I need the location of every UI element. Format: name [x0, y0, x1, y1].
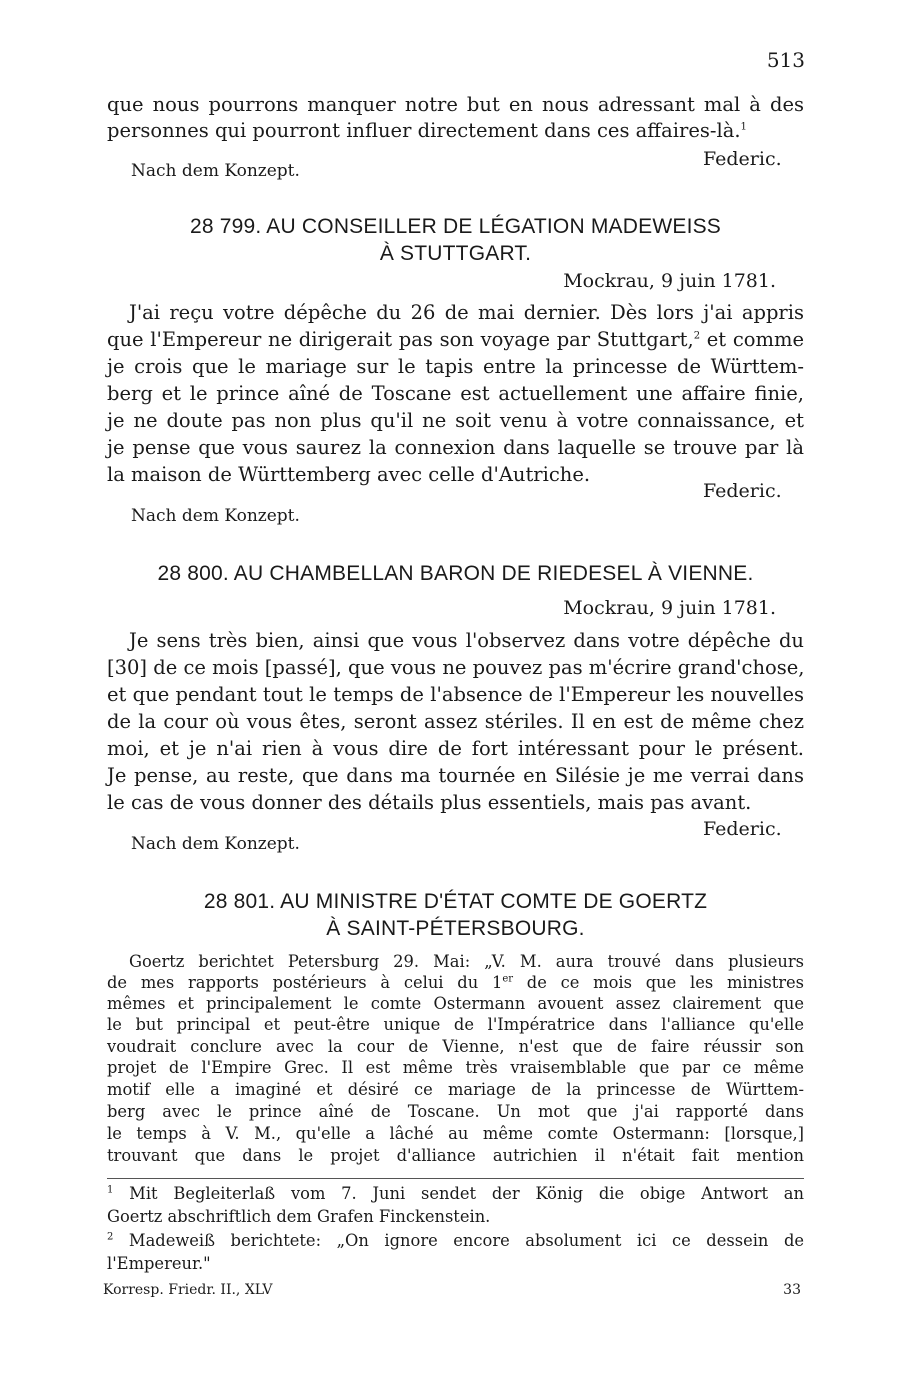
- body-line-tail: et comme: [700, 328, 804, 351]
- footnote-line: [107, 1230, 804, 1252]
- body-line: je ne doute pas non plus qu'il ne soit venu à votre connaissance, et: [107, 409, 804, 432]
- body-line: Je sens très bien, ainsi que vous l'observez dans votre dépêche du: [129, 629, 804, 652]
- body-line: J'ai reçu votre dépêche du 26 de mai dernier. Dès lors j'ai appris: [129, 301, 804, 324]
- dateline: Mockrau, 9 juin 1781.: [563, 597, 776, 619]
- report-line: projet de l'Empire Grec. Il est même très vraisemblable que par ce même: [107, 1058, 804, 1077]
- footnote-ref: 2: [693, 330, 701, 342]
- footnote-divider: [107, 1178, 804, 1179]
- footnote-line: [107, 1183, 804, 1205]
- body-line: je pense que vous saurez la connexion dans laquelle se trouve par là: [107, 436, 804, 459]
- footnote-marker: 1: [107, 1184, 114, 1196]
- body-line-text: que l'Empereur ne dirigerait pas son voyage par Stuttgart,: [107, 328, 694, 351]
- signature: Federic.: [703, 148, 782, 170]
- body-line: berg et le prince aîné de Toscane est actuellement une affaire finie,: [107, 382, 804, 405]
- page-number: 513: [766, 48, 805, 72]
- body-line: moi, et je n'ai rien à vous dire de fort intéressant pour le présent.: [107, 737, 804, 760]
- report-line-tail: de ce mois que les ministres: [513, 973, 805, 992]
- signature: Federic.: [703, 818, 782, 840]
- source-note: Nach dem Konzept.: [131, 506, 300, 526]
- footnote-text: Mit Begleiterlaß vom 7. Juni sendet der König die obige Antwort an: [113, 1184, 804, 1203]
- source-note: Nach dem Konzept.: [131, 161, 300, 181]
- body-line: le cas de vous donner des détails plus essentiels, mais pas avant.: [107, 791, 752, 814]
- superscript: er: [502, 973, 514, 985]
- report-line: trouvant que dans le projet d'alliance autrichien il n'était fait mention: [107, 1146, 804, 1165]
- body-line: la maison de Württemberg avec celle d'Autriche.: [107, 463, 591, 486]
- footnote-marker: 2: [107, 1231, 114, 1243]
- body-line: [107, 327, 804, 353]
- letter-heading-place: À SAINT-PÉTERSBOURG.: [326, 917, 585, 940]
- report-line: mêmes et principalement le comte Ostermann avouent assez clairement que: [107, 994, 804, 1013]
- body-line: de la cour où vous êtes, seront assez stériles. Il en est de même chez: [107, 710, 804, 733]
- body-line: je crois que le mariage sur le tapis entre la princesse de Württem-: [107, 355, 804, 378]
- letter-heading: 28 801. AU MINISTRE D'ÉTAT COMTE DE GOERTZ: [203, 890, 708, 913]
- body-line: [30] de ce mois [passé], que vous ne pouvez pas m'écrire grand'chose,: [107, 656, 805, 679]
- body-line: et que pendant tout le temps de l'absence de l'Empereur les nouvelles: [107, 683, 804, 706]
- source-note: Nach dem Konzept.: [131, 834, 300, 854]
- report-line: Goertz berichtet Petersburg 29. Mai: „V. M. aura trouvé dans plusieurs: [129, 952, 804, 971]
- report-line: le temps à V. M., qu'elle a lâché au même comte Ostermann: [lorsque,]: [107, 1124, 804, 1143]
- report-line: voudrait conclure avec la cour de Vienne, n'est que de faire réussir son: [107, 1037, 804, 1056]
- letter-heading: 28 799. AU CONSEILLER DE LÉGATION MADEWEISS: [189, 215, 722, 238]
- body-line: [107, 118, 804, 144]
- letter-heading-place: À STUTTGART.: [379, 242, 532, 265]
- footnote-ref: 1: [740, 121, 747, 133]
- report-line: motif elle a imaginé et désiré ce mariage de la princesse de Württem-: [107, 1080, 804, 1099]
- footnote-text: Madeweiß berichtete: „On ignore encore absolument ici ce dessein de: [113, 1231, 804, 1250]
- dateline: Mockrau, 9 juin 1781.: [563, 270, 776, 292]
- footnote-line: Goertz abschriftlich dem Grafen Finckenstein.: [107, 1207, 491, 1226]
- footer-series-title: Korresp. Friedr. II., XLV: [103, 1282, 273, 1298]
- signature: Federic.: [703, 480, 782, 502]
- body-line-text: personnes qui pourront influer directement dans ces affaires-là.: [107, 119, 741, 142]
- report-line: berg avec le prince aîné de Toscane. Un mot que j'ai rapporté dans: [107, 1102, 804, 1121]
- body-line: Je pense, au reste, que dans ma tournée en Silésie je me verrai dans: [107, 764, 804, 787]
- report-line-text: de mes rapports postérieurs à celui du 1: [107, 973, 503, 992]
- report-line: [107, 972, 804, 993]
- letter-heading: 28 800. AU CHAMBELLAN BARON DE RIEDESEL À VIENNE.: [157, 562, 754, 585]
- footer-signature-mark: 33: [783, 1282, 801, 1298]
- footnote-line: l'Empereur.": [107, 1254, 211, 1273]
- report-line: le but principal et peut-être unique de l'Impératrice dans l'alliance qu'elle: [107, 1015, 804, 1034]
- body-line: que nous pourrons manquer notre but en nous adressant mal à des: [107, 93, 804, 116]
